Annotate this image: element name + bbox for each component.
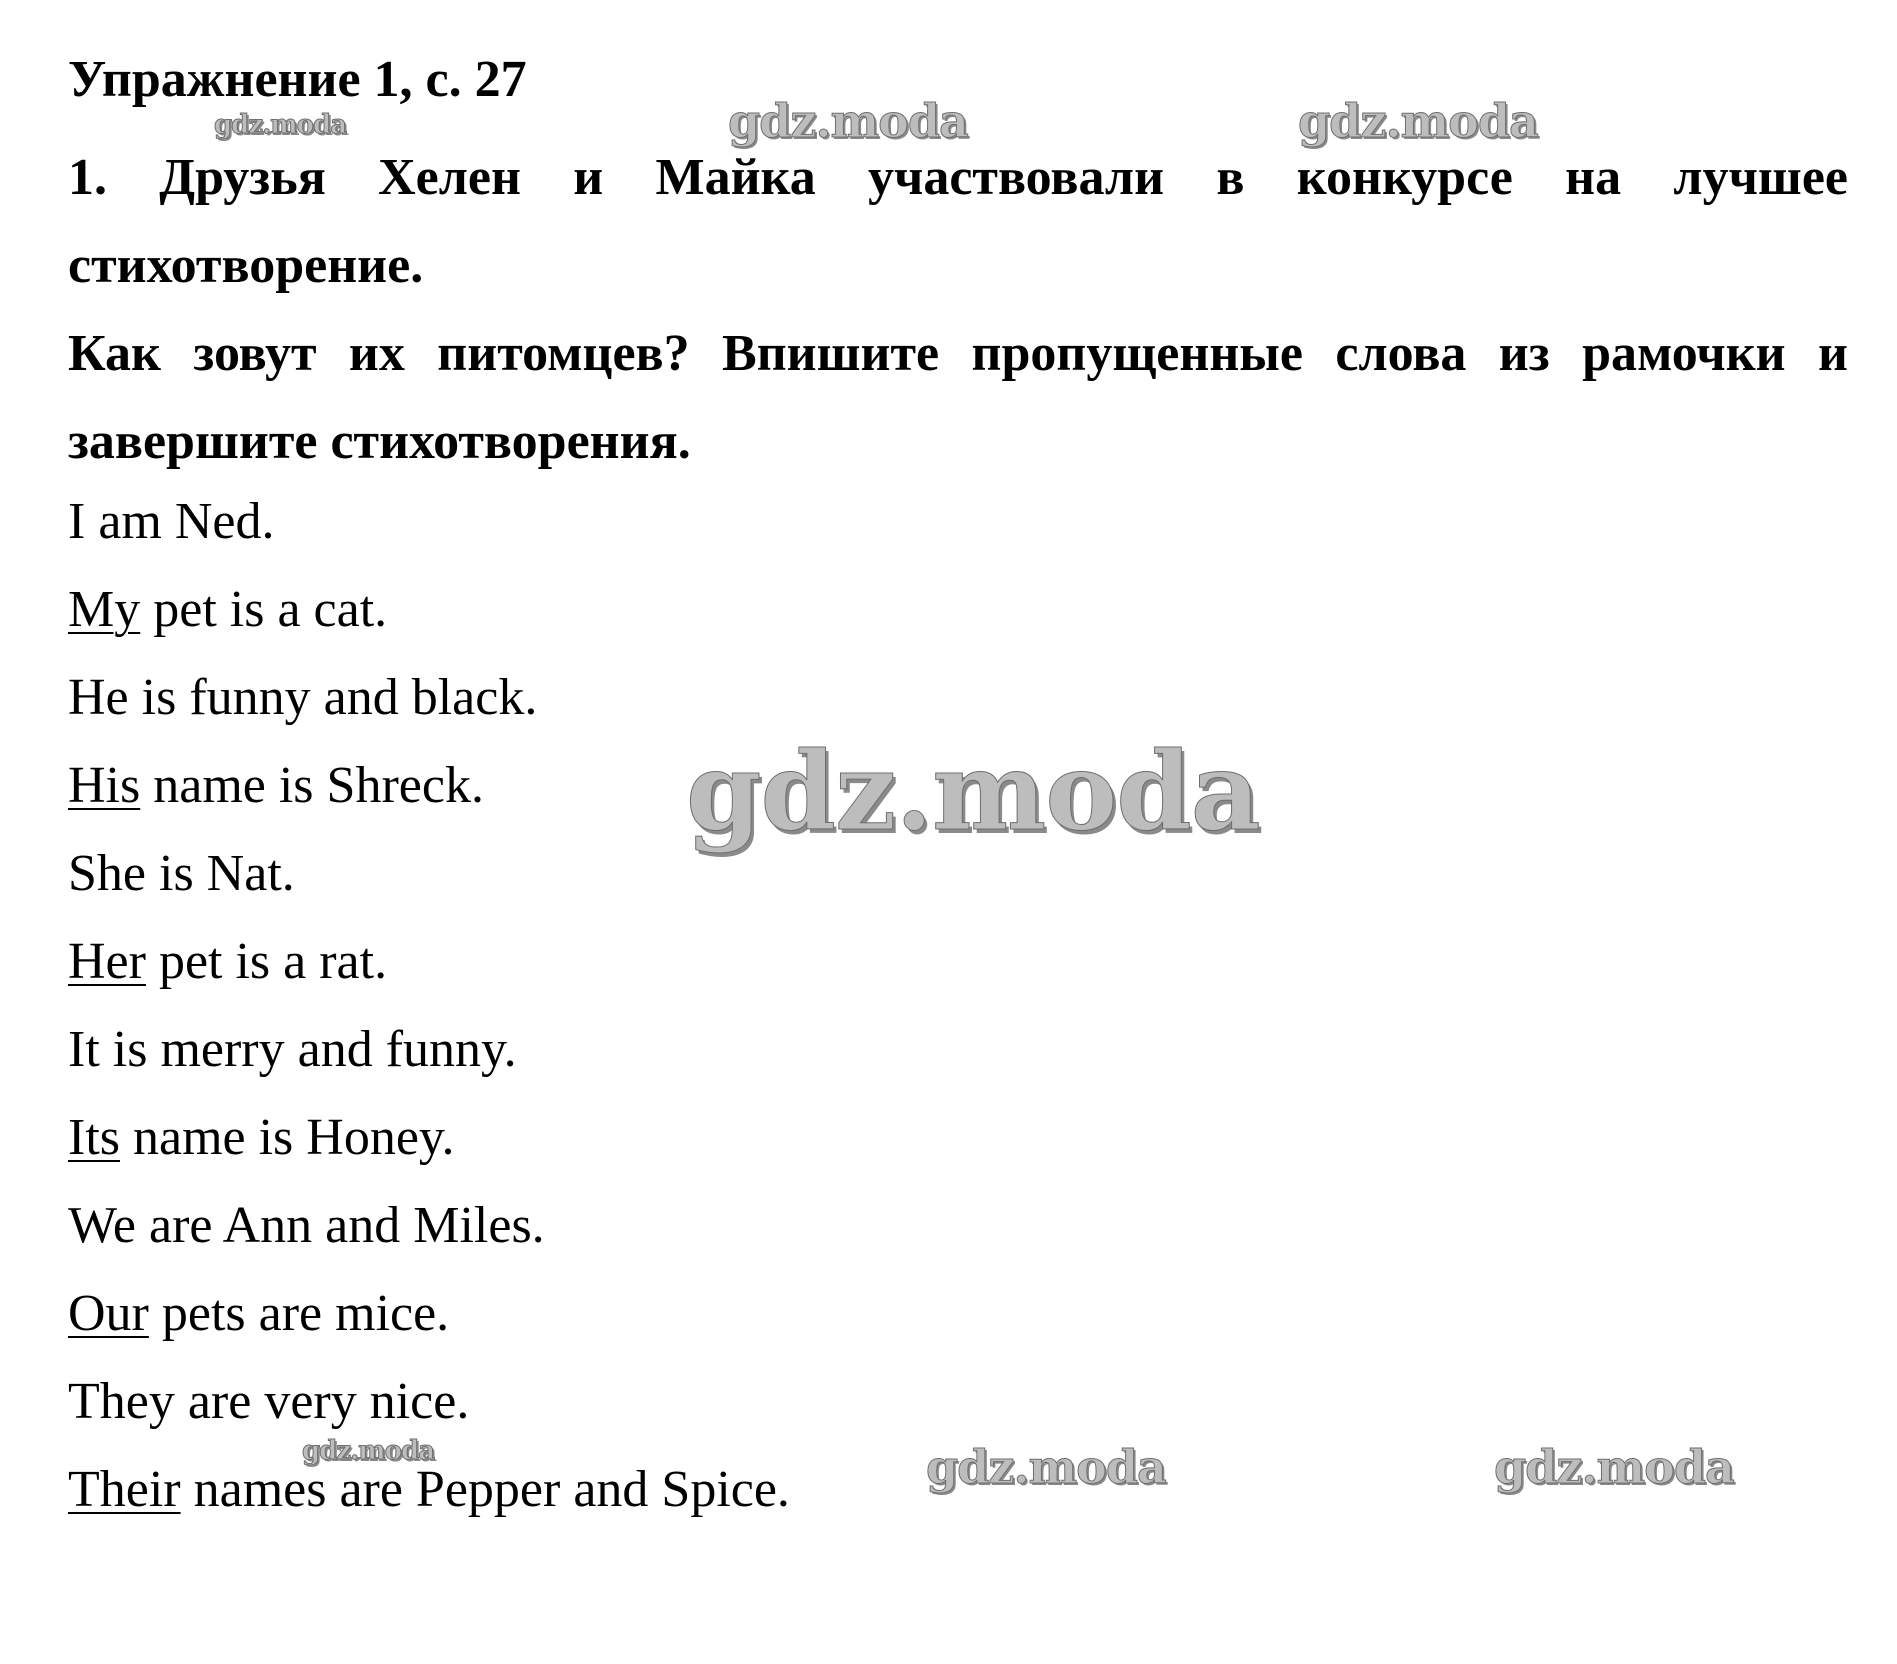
poem-line — [68, 1094, 790, 1182]
line-text: pet is a cat. — [140, 581, 388, 638]
watermark: gdz.moda — [926, 1440, 1166, 1494]
poem-line — [68, 654, 790, 742]
answer-word: Her — [68, 933, 146, 990]
answer-word: My — [68, 581, 141, 638]
answer-word: Our — [68, 1285, 149, 1342]
task-instructions — [68, 134, 1848, 486]
exercise-heading: Упражнение 1, с. 27 — [68, 51, 527, 108]
poem — [68, 478, 790, 1534]
line-text: She is Nat. — [68, 845, 295, 902]
line-text: name is Shreck. — [140, 757, 484, 814]
answer-word: Their — [68, 1461, 181, 1518]
poem-line — [68, 566, 790, 654]
line-text: We are Ann and Miles. — [68, 1197, 545, 1254]
line-text: pets are mice. — [148, 1285, 450, 1342]
answer-word: His — [68, 757, 141, 814]
line-text: pet is a rat. — [145, 933, 388, 990]
line-text: names are Pepper and Spice. — [180, 1461, 790, 1518]
task-paragraph-2: Как зовут их питомцев? Впишите пропущенные слова из рамочки и завершите стихотворения. — [68, 325, 1848, 470]
poem-line — [68, 1270, 790, 1358]
line-text: It is merry and funny. — [68, 1021, 517, 1078]
poem-line — [68, 742, 790, 830]
watermark: gdz.moda — [1298, 94, 1538, 148]
line-text: name is Honey. — [120, 1109, 455, 1166]
task-paragraph-1: 1. Друзья Хелен и Майка участвовали в конкурсе на лучшее стихотворение. — [68, 149, 1848, 294]
watermark: gdz.moda — [214, 110, 347, 140]
answer-word: Its — [68, 1109, 120, 1166]
poem-line — [68, 1006, 790, 1094]
watermark: gdz.moda — [686, 729, 1260, 855]
poem-line — [68, 1182, 790, 1270]
poem-line — [68, 1446, 790, 1534]
line-text: He is funny and black. — [68, 669, 538, 726]
poem-line — [68, 1358, 790, 1446]
poem-line — [68, 918, 790, 1006]
watermark: gdz.moda — [302, 1436, 435, 1466]
poem-line — [68, 478, 790, 566]
poem-line — [68, 830, 790, 918]
line-text: I am Ned. — [68, 493, 275, 550]
watermark: gdz.moda — [1494, 1440, 1734, 1494]
line-text: They are very nice. — [68, 1373, 470, 1430]
watermark: gdz.moda — [728, 94, 968, 148]
